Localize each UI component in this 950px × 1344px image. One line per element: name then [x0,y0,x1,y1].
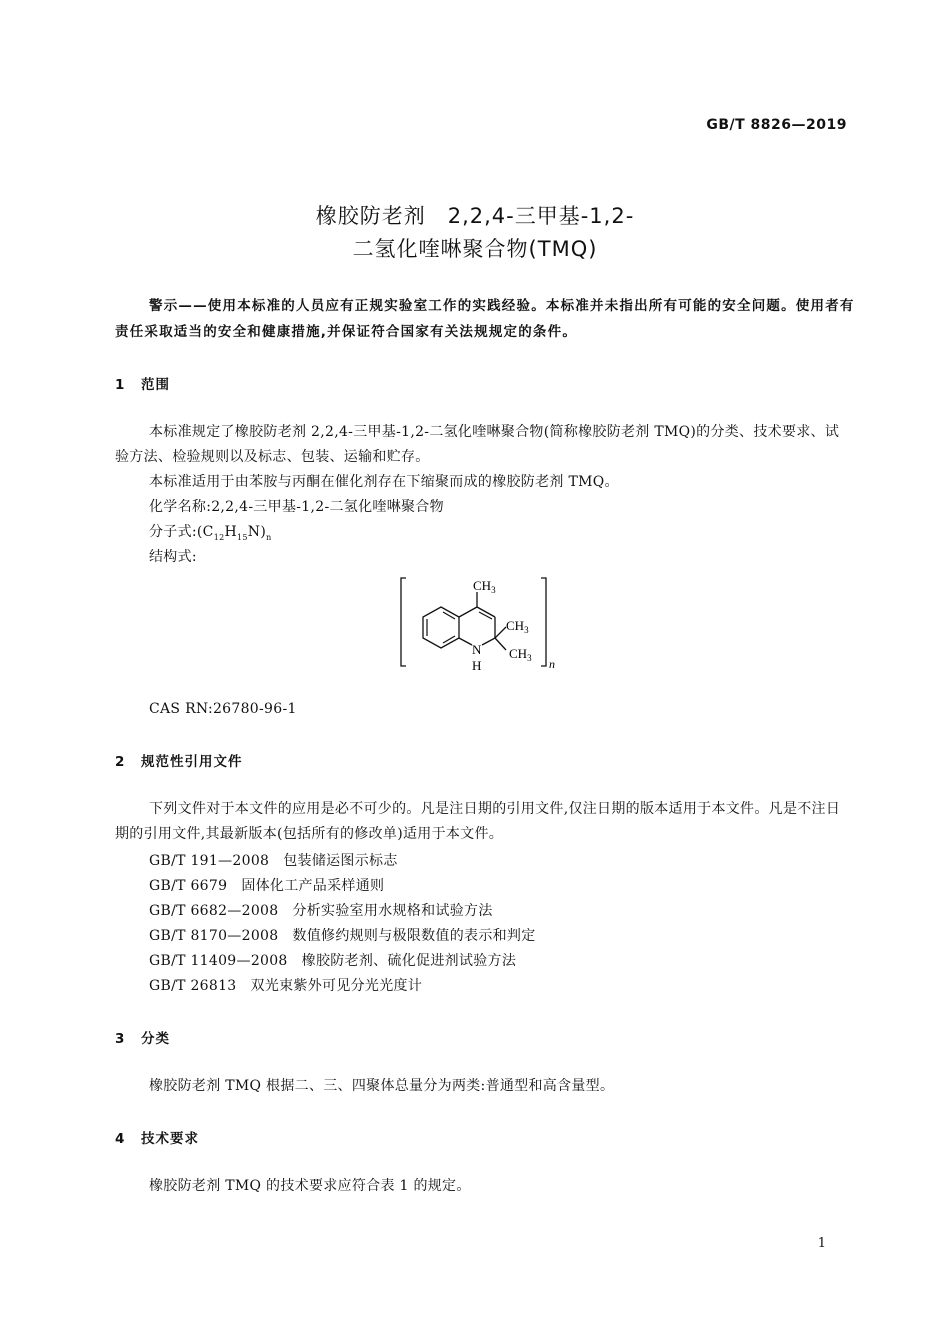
page-number: 1 [817,1236,826,1251]
ch3-top-label: $CH_3$ [473,578,496,595]
section-number: 2 [115,754,126,770]
technical-requirements-paragraph: 橡胶防老剂 TMQ 的技术要求应符合表 1 的规定。 [149,1178,471,1194]
section-number: 3 [115,1031,126,1047]
nitrogen-atom-label: N [472,642,482,657]
hydrogen-atom-label: H [472,658,482,673]
cas-number: CAS RN:26780-96-1 [149,701,297,717]
left-bracket [401,578,406,666]
chemical-name-line: 化学名称:2,2,4-三甲基-1,2-二氢化喹啉聚合物 [149,499,444,515]
reference-item: GB/T 6682—2008 分析实验室用水规格和试验方法 [149,903,493,919]
warning-text: 警示——使用本标准的人员应有正规实验室工作的实践经验。本标准并未指出所有可能的安全问题。使用者有责任采取适当的安全和健康措施,并保证符合国家有关法规规定的条件。 [115,298,855,340]
section-title: 范围 [141,377,170,393]
section-title: 技术要求 [141,1131,199,1147]
section-3-heading [115,1027,170,1047]
classification-paragraph: 橡胶防老剂 TMQ 根据二、三、四聚体总量分为两类:普通型和高含量型。 [149,1078,615,1094]
ch3-right1-label: $CH_3$ [506,618,529,635]
standard-code: GB/T 8826—2019 [706,117,847,133]
benzene-ring [423,607,459,648]
document-title-line2: 二氢化喹啉聚合物(TMQ) [352,237,598,261]
reference-item: GB/T 191—2008 包装储运图示标志 [149,853,398,869]
scope-paragraph: 本标准规定了橡胶防老剂 2,2,4-三甲基-1,2-二氢化喹啉聚合物(简称橡胶防老剂 TMQ)的分类、技术要求、试验方法、检验规则以及标志、包装、运输和贮存。 [115,424,840,465]
reference-item: GB/T 26813 双光束紫外可见分光光度计 [149,978,423,994]
section-number: 4 [115,1131,126,1147]
section-title: 分类 [141,1031,170,1047]
section-1-heading [115,373,170,393]
ch3-right2-label: $CH_3$ [509,646,532,663]
section-4-heading [115,1127,199,1147]
structural-formula [396,572,576,682]
document-title-line1: 橡胶防老剂 2,2,4-三甲基-1,2- [315,204,635,228]
section-2-heading [115,750,243,770]
reference-item: GB/T 8170—2008 数值修约规则与极限数值的表示和判定 [149,928,536,944]
section-title: 规范性引用文件 [141,754,243,770]
reference-item: GB/T 6679 固体化工产品采样通则 [149,878,385,894]
right-bracket [541,578,546,666]
structure-label: 结构式: [149,549,197,565]
section-number: 1 [115,377,126,393]
applicability-line: 本标准适用于由苯胺与丙酮在催化剂存在下缩聚而成的橡胶防老剂 TMQ。 [149,474,619,490]
reference-item: GB/T 11409—2008 橡胶防老剂、硫化促进剂试验方法 [149,953,517,969]
molecular-formula-line: 分子式$:(C_{12}H_{15}N)_n$ [149,524,272,542]
repeat-n-label: n [549,657,555,671]
references-intro: 下列文件对于本文件的应用是必不可少的。凡是注日期的引用文件,仅注日期的版本适用于本文件。凡是不注日期的引用文件,其最新版本(包括所有的修改单)适用于本文件。 [115,801,841,842]
